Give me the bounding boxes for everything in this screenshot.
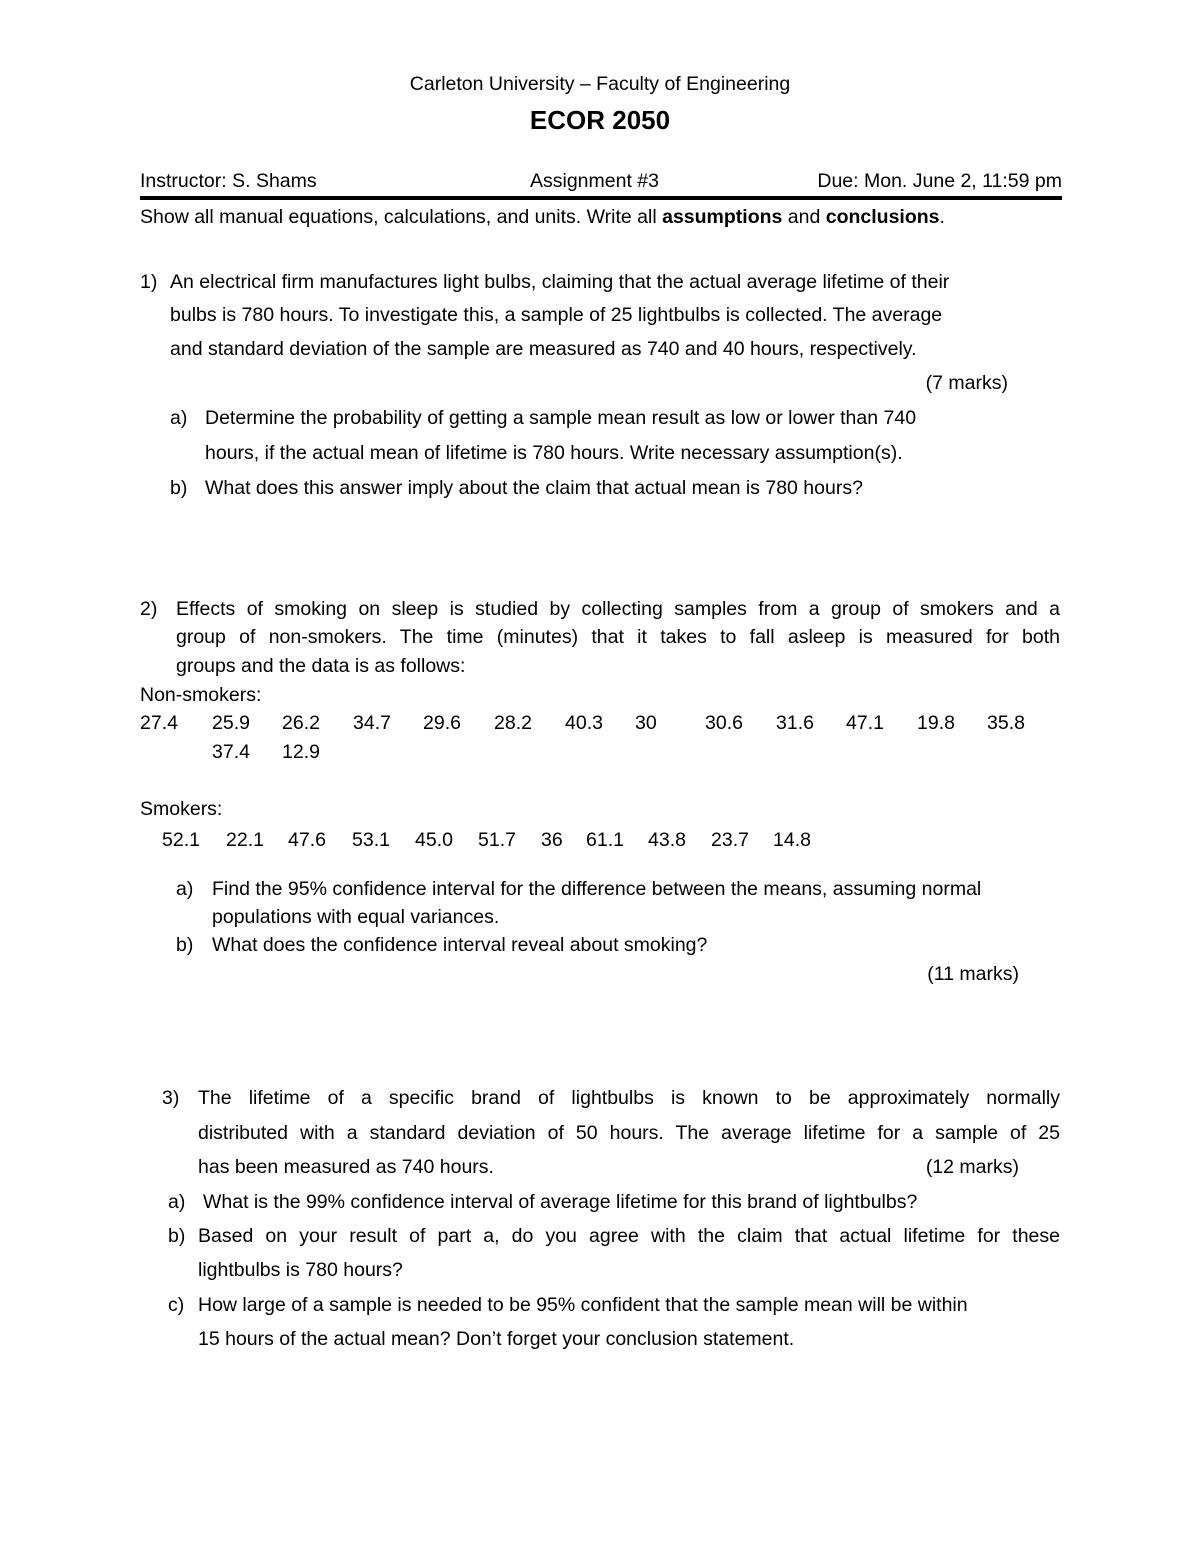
q2-part-a-label: a) (176, 878, 194, 900)
q2-line: Effects of smoking on sleep is studied by collecting samples from a group of smokers and a (176, 598, 1060, 620)
data-value: 37.4 (212, 741, 250, 763)
nonsmokers-data-row (0, 711, 1200, 735)
smokers-data-row (0, 828, 1200, 852)
q3-part-b-text: Based on your result of part a, do you agree with the claim that actual lifetime for these (198, 1225, 1060, 1247)
data-value: 27.4 (140, 712, 178, 734)
q1-part-b-text: What does this answer imply about the claim that actual mean is 780 hours? (205, 477, 863, 499)
data-value: 23.7 (711, 829, 749, 851)
q3-line: has been measured as 740 hours. (198, 1156, 494, 1178)
q2-line: group of non-smokers. The time (minutes) that it takes to fall asleep is measured for both (176, 626, 1060, 648)
instructions-text: . (939, 206, 945, 228)
data-value: 30.6 (705, 712, 743, 734)
data-value: 14.8 (773, 829, 811, 851)
data-value: 52.1 (162, 829, 200, 851)
data-value: 47.1 (846, 712, 884, 734)
data-value: 28.2 (494, 712, 532, 734)
data-value: 61.1 (586, 829, 624, 851)
data-value: 31.6 (776, 712, 814, 734)
q3-number: 3) (162, 1087, 180, 1109)
q2-number: 2) (140, 598, 158, 620)
data-value: 22.1 (226, 829, 264, 851)
q3-part-c-text: How large of a sample is needed to be 95% confident that the sample mean will be within (198, 1294, 968, 1316)
q3-marks: (12 marks) (925, 1156, 1019, 1178)
data-value: 19.8 (917, 712, 955, 734)
university-heading: Carleton University – Faculty of Engineering (409, 73, 791, 95)
q2-part-a-text: populations with equal variances. (212, 906, 500, 928)
data-value: 12.9 (282, 741, 320, 763)
data-value: 45.0 (415, 829, 453, 851)
q1-line: bulbs is 780 hours. To investigate this, a sample of 25 lightbulbs is collected. The average (170, 304, 943, 326)
data-value: 35.8 (987, 712, 1025, 734)
data-value: 30 (635, 712, 657, 734)
due-date: Due: Mon. June 2, 11:59 pm (817, 170, 1062, 192)
data-value: 53.1 (352, 829, 390, 851)
data-value: 47.6 (288, 829, 326, 851)
nonsmokers-label: Non-smokers: (140, 684, 262, 706)
data-value: 40.3 (565, 712, 603, 734)
q2-part-a-text: Find the 95% confidence interval for the difference between the means, assuming normal (212, 878, 982, 900)
q3-line: The lifetime of a specific brand of lightbulbs is known to be approximately normally (198, 1087, 1060, 1109)
q3-part-b-label: b) (168, 1225, 186, 1247)
data-value: 51.7 (478, 829, 516, 851)
assignment-number: Assignment #3 (530, 170, 659, 192)
instructions-text: Show all manual equations, calculations, and units. Write all (140, 206, 663, 228)
instructions-text: and (782, 206, 826, 228)
q1-number: 1) (140, 271, 158, 293)
q1-line: An electrical firm manufactures light bulbs, claiming that the actual average lifetime of their (170, 271, 950, 293)
data-value: 36 (541, 829, 563, 851)
q2-part-b-text: What does the confidence interval reveal about smoking? (212, 934, 708, 956)
smokers-label: Smokers: (140, 798, 223, 820)
instructions-conclusions: conclusions (825, 206, 940, 228)
q1-part-a-label: a) (170, 407, 188, 429)
header-rule (140, 196, 1062, 200)
q2-line: groups and the data is as follows: (176, 655, 466, 677)
data-value: 29.6 (423, 712, 461, 734)
nonsmokers-data-row (0, 740, 1200, 764)
q3-part-a-label: a) (168, 1191, 186, 1213)
q1-part-a-text: hours, if the actual mean of lifetime is 780 hours. Write necessary assumption(s). (205, 442, 903, 464)
q3-part-a-text: What is the 99% confidence interval of average lifetime for this brand of lightbulbs? (203, 1191, 918, 1213)
data-value: 26.2 (282, 712, 320, 734)
instructions (140, 205, 945, 229)
q2-part-b-label: b) (176, 934, 194, 956)
q1-part-b-label: b) (170, 477, 188, 499)
instructions-assumptions: assumptions (662, 206, 783, 228)
q1-marks: (7 marks) (925, 372, 1008, 394)
q1-line: and standard deviation of the sample are measured as 740 and 40 hours, respectively. (170, 338, 917, 360)
data-value: 25.9 (212, 712, 250, 734)
instructor-name: Instructor: S. Shams (140, 170, 317, 192)
course-title: ECOR 2050 (529, 105, 671, 135)
q3-part-c-label: c) (168, 1294, 185, 1316)
q1-part-a-text: Determine the probability of getting a sample mean result as low or lower than 740 (205, 407, 917, 429)
q2-marks: (11 marks) (927, 963, 1019, 985)
data-value: 43.8 (648, 829, 686, 851)
data-value: 34.7 (353, 712, 391, 734)
q3-part-c-text: 15 hours of the actual mean? Don’t forget your conclusion statement. (198, 1328, 795, 1350)
q3-part-b-text: lightbulbs is 780 hours? (198, 1259, 403, 1281)
q3-line: distributed with a standard deviation of 50 hours. The average lifetime for a sample of 25 (198, 1122, 1060, 1144)
